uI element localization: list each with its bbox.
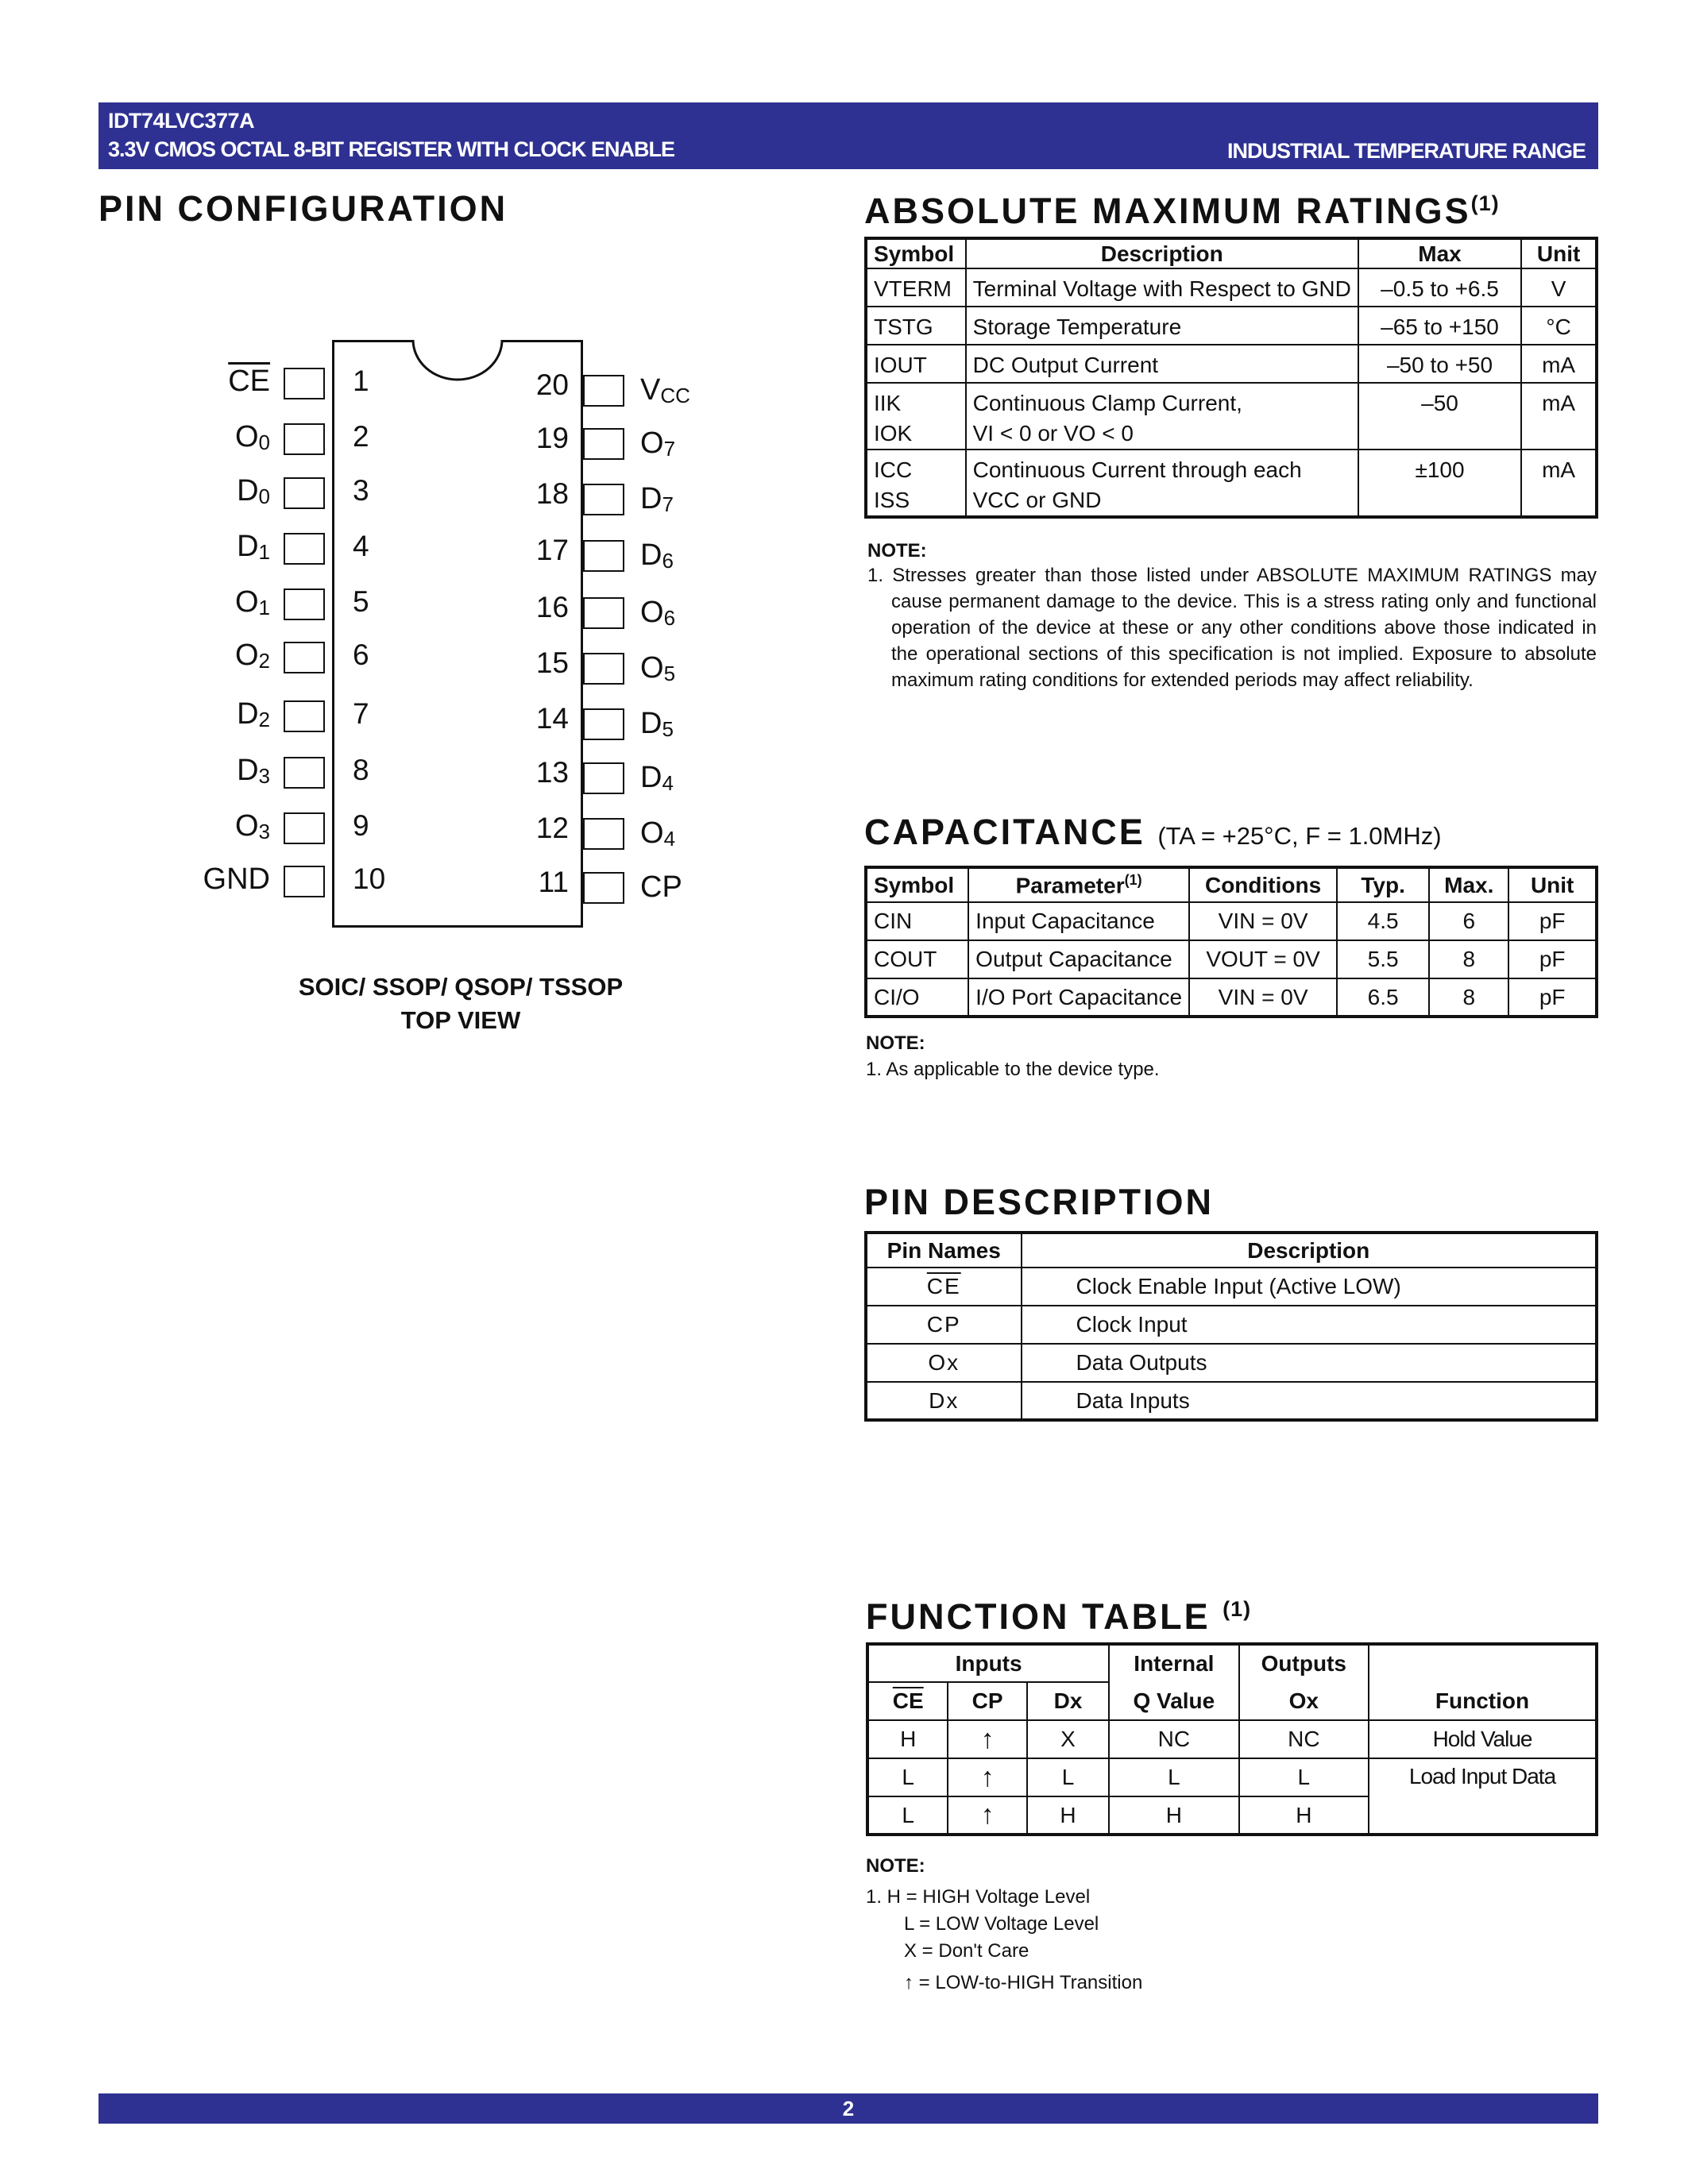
table-row (866, 1344, 1597, 1382)
pin-label-main: O (640, 426, 664, 460)
package-caption (238, 970, 683, 1037)
cap-cell-symbol: COUT (866, 940, 968, 978)
pin-number: 20 (535, 369, 569, 401)
pin-label-main: V (640, 373, 661, 407)
abs-desc-2: VCC or GND (972, 488, 1102, 512)
pin-pad (284, 642, 325, 673)
ft-cell-q: NC (1109, 1720, 1238, 1758)
pin-number: 3 (353, 474, 369, 507)
ft-cell-dx: L (1027, 1758, 1109, 1796)
pd-cell-description: Data Outputs (1022, 1344, 1597, 1382)
abs-desc-2: VI < 0 or VO < 0 (972, 421, 1134, 446)
pin-label (640, 426, 675, 461)
ft-col-cp: CP (948, 1682, 1026, 1720)
pin-label-main: D (237, 474, 259, 507)
abs-cell-symbol (866, 307, 966, 345)
ft-cell-ox: L (1239, 1758, 1369, 1796)
table-row (866, 1268, 1597, 1306)
page-number: 2 (842, 2097, 855, 2120)
cap-cell-max: 6 (1429, 902, 1508, 940)
pin-label-subscript: 1 (258, 596, 270, 619)
table-row (866, 978, 1597, 1017)
pin-pad (284, 588, 325, 620)
pin-pad (583, 818, 624, 850)
abs-cell-description (966, 307, 1358, 345)
pin-label (640, 707, 674, 741)
document-subtitle: 3.3V CMOS OCTAL 8-BIT REGISTER WITH CLOCK ENABLE (108, 137, 675, 161)
pin-number: 18 (535, 477, 569, 510)
capacitance-title (864, 812, 1442, 853)
pin-label-main: D (640, 538, 662, 572)
pin-label-subscript: 6 (662, 549, 674, 573)
pin-label-subscript: 0 (258, 484, 270, 508)
abs-note-text: 1. Stresses greater than those listed under ABSOLUTE MAXIMUM RATINGS may cause permanent damage to the device. This is a stress rating only and functional operation of the device at these or any other conditions above those indicated in the operational sections of this specification is not implied. Exposure to absolute maximum rating conditions for extended periods may affect reliability. (867, 565, 1597, 691)
pin-pad (284, 812, 325, 844)
ft-note-line-1: 1. H = HIGH Voltage Level (866, 1886, 1091, 1908)
table-row (866, 268, 1597, 307)
pin-label-main: O (640, 816, 664, 850)
ft-group-outputs: Outputs (1239, 1644, 1369, 1682)
pin-pad (583, 597, 624, 629)
pin-label-main: D (237, 530, 259, 563)
pin-label-main: D (237, 697, 259, 731)
abs-desc-1: Terminal Voltage with Respect to GND (972, 276, 1351, 301)
abs-header-max: Max (1358, 238, 1521, 268)
pin-label (237, 754, 270, 788)
abs-max-title (864, 191, 1500, 232)
pin-number: 9 (353, 809, 369, 842)
cap-note-heading: NOTE: (866, 1032, 925, 1054)
abs-max-title-text: ABSOLUTE MAXIMUM RATINGS (864, 191, 1471, 231)
pin-label (640, 761, 674, 795)
ft-cell-cp: ↑ (948, 1796, 1026, 1835)
table-row (866, 1382, 1597, 1420)
pin-pad (583, 708, 624, 740)
pin-label-subscript: 1 (258, 540, 270, 564)
pin-label (203, 862, 270, 897)
abs-cell-symbol (866, 268, 966, 307)
pin-description-table (864, 1231, 1598, 1422)
ft-col-function: Function (1369, 1682, 1597, 1720)
pin-label-main: D (640, 761, 662, 794)
pin-label (235, 420, 270, 454)
cap-cell-typ: 5.5 (1337, 940, 1429, 978)
table-row (866, 450, 1597, 517)
cap-cell-conditions: VOUT = 0V (1189, 940, 1337, 978)
pin-number: 19 (535, 422, 569, 454)
pin-pad (284, 423, 325, 455)
capacitance-conditions: (TA = +25°C, F = 1.0MHz) (1157, 822, 1442, 850)
pin-label-subscript: 5 (662, 717, 674, 741)
abs-cell-description (966, 268, 1358, 307)
pin-label-subscript: 0 (258, 430, 270, 454)
table-row (866, 940, 1597, 978)
pin-label (640, 870, 682, 905)
pd-header-description: Description (1022, 1233, 1597, 1268)
abs-symbol-1: ICC (874, 457, 913, 482)
ft-cell-ce: L (867, 1758, 948, 1796)
pin-label-main: O (234, 585, 259, 619)
abs-symbol-1: IOUT (874, 353, 927, 377)
pin-pad (583, 540, 624, 572)
pin-pad (583, 872, 624, 904)
pin-label (235, 809, 270, 843)
pin-label (640, 482, 674, 516)
footer-band (98, 2093, 1598, 2124)
pd-header-pin-names: Pin Names (866, 1233, 1022, 1268)
capacitance-title-text: CAPACITANCE (864, 812, 1145, 852)
pin-pad (284, 368, 325, 399)
ft-col-ce: $\overline{CE}$ (867, 1682, 948, 1720)
pin-number: 1 (353, 365, 369, 397)
pin-number: 11 (538, 866, 569, 898)
abs-symbol-1: IIK (874, 391, 902, 415)
abs-desc-1: Storage Temperature (972, 314, 1182, 339)
pin-label-subscript: 7 (663, 437, 676, 461)
abs-header-description: Description (966, 238, 1358, 268)
pin-number: 10 (353, 862, 386, 895)
pd-cell-pin-name: Ox (866, 1344, 1022, 1382)
abs-max-title-note: (1) (1470, 191, 1500, 215)
ft-note-heading: NOTE: (866, 1855, 925, 1877)
pin-label-main: D (640, 482, 662, 515)
function-table-title-text: FUNCTION TABLE (866, 1596, 1211, 1637)
abs-cell-unit: V (1521, 268, 1597, 307)
cap-cell-parameter: I/O Port Capacitance (968, 978, 1189, 1017)
cap-cell-unit: pF (1508, 940, 1597, 978)
pin-label-main: O (640, 596, 664, 629)
abs-symbol-1: VTERM (874, 276, 952, 301)
pin-label (235, 639, 270, 673)
ft-col-q-value: Q Value (1109, 1682, 1238, 1720)
ft-note-line-4: ↑ = LOW-to-HIGH Transition (904, 1972, 1143, 1993)
pd-cell-pin-name: CP (866, 1306, 1022, 1344)
pin-label-subscript: 5 (663, 662, 676, 685)
pin-pad (284, 757, 325, 789)
capacitance-table (864, 866, 1598, 1018)
pin-label (228, 365, 270, 399)
pin-label-main: O (234, 809, 259, 843)
abs-cell-unit: °C (1521, 307, 1597, 345)
pin-pad (284, 533, 325, 565)
cap-cell-typ: 6.5 (1337, 978, 1429, 1017)
pin-number: 17 (535, 534, 569, 566)
pin-label-main: D (237, 754, 259, 787)
abs-symbol-1: TSTG (874, 314, 933, 339)
ic-notch (410, 338, 505, 381)
pin-pad (583, 762, 624, 794)
abs-cell-unit: mA (1521, 383, 1597, 450)
pin-label (237, 697, 270, 731)
pin-label-main: D (640, 707, 662, 740)
function-table-title (866, 1596, 1251, 1638)
pin-number: 13 (535, 756, 569, 789)
pd-cell-pin-name: Dx (866, 1382, 1022, 1420)
abs-cell-description (966, 450, 1358, 517)
pin-number: 15 (535, 646, 569, 679)
pd-cell-pin-name: $\overline{CE}$ (866, 1268, 1022, 1306)
pd-cell-description: Clock Enable Input (Active LOW) (1022, 1268, 1597, 1306)
abs-cell-unit: mA (1521, 450, 1597, 517)
table-row (866, 307, 1597, 345)
pin-label (640, 538, 674, 573)
ft-cell-q: L (1109, 1758, 1238, 1796)
pin-label-subscript: 3 (258, 764, 270, 788)
cap-header-typ: Typ. (1337, 867, 1429, 902)
pin-pad (583, 484, 624, 515)
pin-number: 8 (353, 754, 369, 786)
pin-label-main: $\overline{CE}$ (228, 365, 270, 398)
abs-cell-max: ±100 (1358, 450, 1521, 517)
cap-cell-max: 8 (1429, 940, 1508, 978)
pin-config-title: PIN CONFIGURATION (98, 188, 508, 229)
pin-number: 7 (353, 697, 369, 730)
ft-note-line-2: L = LOW Voltage Level (904, 1913, 1099, 1935)
ft-group-internal: Internal (1109, 1644, 1238, 1682)
pd-cell-description: Data Inputs (1022, 1382, 1597, 1420)
abs-header-unit: Unit (1521, 238, 1597, 268)
pin-description-title: PIN DESCRIPTION (864, 1182, 1215, 1222)
abs-symbol-2: IOK (874, 421, 913, 446)
ft-note-line-3: X = Don't Care (904, 1940, 1029, 1962)
abs-cell-symbol (866, 345, 966, 383)
cap-cell-parameter: Output Capacitance (968, 940, 1189, 978)
pin-label-subscript: 2 (258, 708, 270, 731)
header-band (98, 102, 1598, 169)
cap-cell-parameter: Input Capacitance (968, 902, 1189, 940)
table-row (866, 1306, 1597, 1344)
pin-label-subscript: 4 (662, 771, 674, 795)
cap-cell-typ: 4.5 (1337, 902, 1429, 940)
function-table-title-note: (1) (1223, 1597, 1252, 1621)
ft-cell-function-hold: Hold Value (1369, 1720, 1597, 1758)
pin-label-main: O (234, 639, 259, 672)
ft-cell-ce: H (867, 1720, 948, 1758)
ft-group-blank (1369, 1644, 1597, 1682)
cap-header-unit: Unit (1508, 867, 1597, 902)
pin-label-subscript: 7 (662, 492, 674, 516)
ft-cell-cp: ↑ (948, 1758, 1026, 1796)
pin-label (640, 651, 675, 685)
pin-label-main: O (234, 420, 259, 453)
abs-cell-description (966, 345, 1358, 383)
abs-cell-unit: mA (1521, 345, 1597, 383)
table-row (866, 902, 1597, 940)
table-row (866, 345, 1597, 383)
ft-col-ox: Ox (1239, 1682, 1369, 1720)
pin-label (237, 530, 270, 564)
cap-cell-conditions: VIN = 0V (1189, 978, 1337, 1017)
pin-pad (583, 375, 624, 407)
pin-number: 2 (353, 420, 369, 453)
abs-cell-max: –65 to +150 (1358, 307, 1521, 345)
ft-cell-dx: H (1027, 1796, 1109, 1835)
abs-cell-symbol (866, 383, 966, 450)
abs-header-symbol: Symbol (866, 238, 966, 268)
abs-cell-max: –50 (1358, 383, 1521, 450)
pin-label (640, 596, 675, 630)
ft-cell-function-load: Load Input Data (1369, 1758, 1597, 1835)
view-label: TOP VIEW (400, 1006, 521, 1034)
cap-header-max: Max. (1429, 867, 1508, 902)
ft-group-inputs: Inputs (867, 1644, 1109, 1682)
ft-cell-ce: L (867, 1796, 948, 1835)
abs-note-heading: NOTE: (867, 540, 927, 561)
pin-label-subscript: 6 (663, 606, 676, 630)
cap-cell-max: 8 (1429, 978, 1508, 1017)
pin-number: 4 (353, 530, 369, 562)
pin-label (237, 474, 270, 508)
package-types: SOIC/ SSOP/ QSOP/ TSSOP (298, 973, 624, 1001)
temperature-range: INDUSTRIAL TEMPERATURE RANGE (1226, 139, 1586, 163)
pin-label (640, 816, 675, 851)
abs-cell-max: –50 to +50 (1358, 345, 1521, 383)
cap-cell-unit: pF (1508, 978, 1597, 1017)
pin-label-subscript: 3 (258, 820, 270, 843)
abs-symbol-2: ISS (874, 488, 910, 512)
ft-cell-ox: NC (1239, 1720, 1369, 1758)
pin-pad (583, 653, 624, 685)
abs-cell-symbol (866, 450, 966, 517)
table-row (866, 383, 1597, 450)
function-table (866, 1642, 1598, 1836)
abs-desc-1: DC Output Current (972, 353, 1159, 377)
pd-cell-description: Clock Input (1022, 1306, 1597, 1344)
part-number: IDT74LVC377A (108, 109, 255, 133)
cap-header-parameter-note: (1) (1124, 871, 1142, 888)
pin-label (235, 585, 270, 619)
pin-label-main: CP (640, 870, 682, 904)
abs-desc-1: Continuous Current through each (972, 457, 1302, 482)
abs-cell-description (966, 383, 1358, 450)
pin-number: 12 (535, 812, 569, 844)
cap-cell-symbol: CI/O (866, 978, 968, 1017)
pin-number: 14 (535, 702, 569, 735)
pin-label-subscript: 2 (258, 649, 270, 673)
pin-pad (284, 866, 325, 897)
pin-label-main: GND (203, 862, 270, 896)
pin-pad (583, 428, 624, 460)
pin-pad (284, 700, 325, 732)
pin-label (640, 373, 690, 407)
cap-cell-unit: pF (1508, 902, 1597, 940)
pin-number: 16 (535, 591, 569, 623)
pin-label-subscript: CC (660, 384, 690, 407)
ft-cell-q: H (1109, 1796, 1238, 1835)
cap-header-symbol: Symbol (866, 867, 968, 902)
pin-pad (284, 477, 325, 509)
abs-max-table (864, 237, 1598, 519)
cap-note-text: 1. As applicable to the device type. (866, 1059, 1160, 1080)
cap-header-conditions: Conditions (1189, 867, 1337, 902)
ft-cell-cp: ↑ (948, 1720, 1026, 1758)
cap-header-parameter-text: Parameter (1015, 873, 1125, 898)
cap-header-parameter (968, 867, 1189, 902)
ft-cell-ox: H (1239, 1796, 1369, 1835)
ft-cell-dx: X (1027, 1720, 1109, 1758)
abs-desc-1: Continuous Clamp Current, (972, 391, 1242, 415)
pin-label-subscript: 4 (663, 827, 676, 851)
cap-cell-conditions: VIN = 0V (1189, 902, 1337, 940)
abs-cell-max: –0.5 to +6.5 (1358, 268, 1521, 307)
ft-col-dx: Dx (1027, 1682, 1109, 1720)
pin-label-main: O (640, 651, 664, 685)
pin-number: 6 (353, 639, 369, 671)
pin-number: 5 (353, 585, 369, 618)
cap-cell-symbol: CIN (866, 902, 968, 940)
